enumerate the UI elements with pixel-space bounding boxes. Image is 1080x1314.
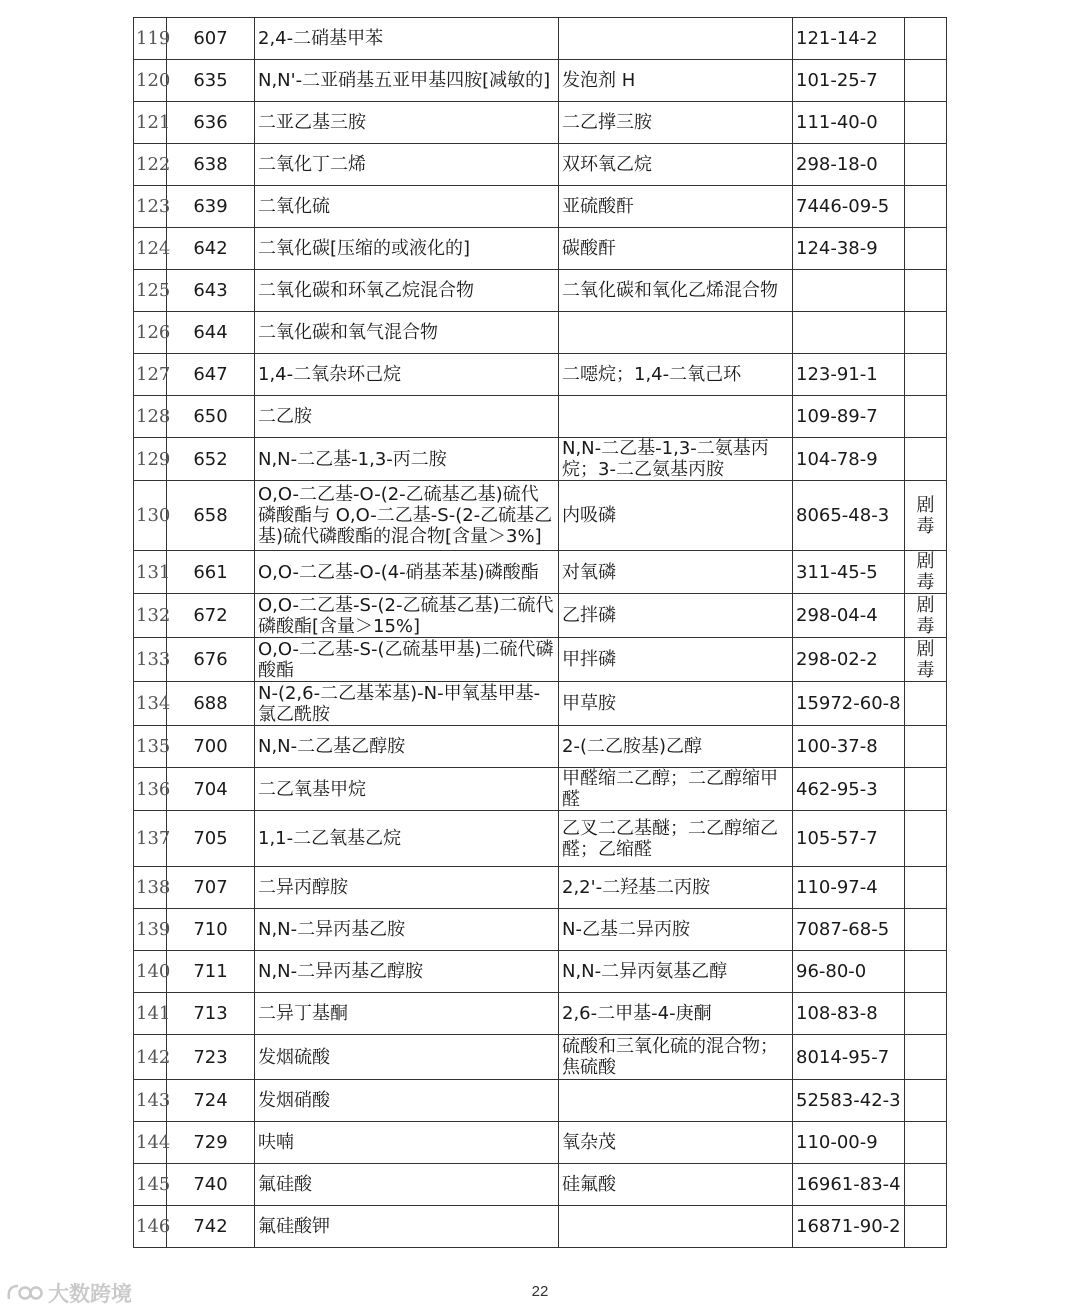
cell-cas: 105-57-7 xyxy=(793,811,905,867)
cell-cas: 121-14-2 xyxy=(793,18,905,60)
cell-cas: 298-04-4 xyxy=(793,594,905,638)
cell-cas: 16871-90-2 xyxy=(793,1206,905,1248)
cell-cas: 7087-68-5 xyxy=(793,909,905,951)
cell-alias xyxy=(559,312,793,354)
cell-cas xyxy=(793,270,905,312)
table-row xyxy=(134,551,947,594)
cell-note xyxy=(905,1164,947,1206)
cell-note xyxy=(905,1080,947,1122)
cell-name: 二亚乙基三胺 xyxy=(255,102,559,144)
table-row xyxy=(134,867,947,909)
table-row xyxy=(134,951,947,993)
table-row xyxy=(134,481,947,551)
cell-id: 643 xyxy=(167,270,255,312)
cell-no: 145 xyxy=(134,1164,167,1206)
cell-note: 剧毒 xyxy=(905,638,947,682)
cell-no: 131 xyxy=(134,551,167,594)
cell-no: 121 xyxy=(134,102,167,144)
cell-id: 607 xyxy=(167,18,255,60)
cell-alias: 二噁烷；1,4-二氧己环 xyxy=(559,354,793,396)
cell-no: 142 xyxy=(134,1035,167,1080)
cell-name: N,N-二乙基-1,3-丙二胺 xyxy=(255,438,559,481)
cell-alias xyxy=(559,1206,793,1248)
cell-name: 二氧化碳和环氧乙烷混合物 xyxy=(255,270,559,312)
table-row xyxy=(134,682,947,726)
cell-id: 650 xyxy=(167,396,255,438)
cell-name: 二氧化硫 xyxy=(255,186,559,228)
cell-note xyxy=(905,60,947,102)
cell-name: 二氧化碳和氧气混合物 xyxy=(255,312,559,354)
cell-id: 724 xyxy=(167,1080,255,1122)
table-row xyxy=(134,594,947,638)
cell-no: 139 xyxy=(134,909,167,951)
cell-cas: 110-97-4 xyxy=(793,867,905,909)
cell-name: 氟硅酸 xyxy=(255,1164,559,1206)
cell-id: 658 xyxy=(167,481,255,551)
cell-no: 124 xyxy=(134,228,167,270)
table-body xyxy=(134,18,947,1248)
table-row xyxy=(134,60,947,102)
cell-note: 剧毒 xyxy=(905,551,947,594)
cell-name: N,N-二异丙基乙胺 xyxy=(255,909,559,951)
cell-note xyxy=(905,228,947,270)
cell-name: 1,4-二氧杂环己烷 xyxy=(255,354,559,396)
cell-name: N,N-二异丙基乙醇胺 xyxy=(255,951,559,993)
cell-note xyxy=(905,811,947,867)
cell-no: 125 xyxy=(134,270,167,312)
cell-note xyxy=(905,768,947,811)
cell-no: 130 xyxy=(134,481,167,551)
cell-note xyxy=(905,909,947,951)
cell-alias: 2,2'-二羟基二丙胺 xyxy=(559,867,793,909)
cell-cas: 8014-95-7 xyxy=(793,1035,905,1080)
cell-id: 644 xyxy=(167,312,255,354)
cell-id: 704 xyxy=(167,768,255,811)
cell-no: 141 xyxy=(134,993,167,1035)
cell-no: 128 xyxy=(134,396,167,438)
cell-cas: 111-40-0 xyxy=(793,102,905,144)
cell-no: 138 xyxy=(134,867,167,909)
cell-no: 144 xyxy=(134,1122,167,1164)
cell-alias: 2,6-二甲基-4-庚酮 xyxy=(559,993,793,1035)
cell-alias: 乙拌磷 xyxy=(559,594,793,638)
cell-id: 647 xyxy=(167,354,255,396)
cell-alias: 硫酸和三氧化硫的混合物；焦硫酸 xyxy=(559,1035,793,1080)
cell-alias: 二氧化碳和氧化乙烯混合物 xyxy=(559,270,793,312)
cell-name: 二乙氧基甲烷 xyxy=(255,768,559,811)
cell-no: 136 xyxy=(134,768,167,811)
table-row xyxy=(134,909,947,951)
cell-no: 123 xyxy=(134,186,167,228)
table-row xyxy=(134,438,947,481)
cell-id: 707 xyxy=(167,867,255,909)
cell-name: 二氧化碳[压缩的或液化的] xyxy=(255,228,559,270)
cell-id: 652 xyxy=(167,438,255,481)
cell-note xyxy=(905,1035,947,1080)
cell-alias: 甲草胺 xyxy=(559,682,793,726)
table-row xyxy=(134,993,947,1035)
cell-cas: 109-89-7 xyxy=(793,396,905,438)
cell-id: 713 xyxy=(167,993,255,1035)
cell-no: 135 xyxy=(134,726,167,768)
cell-alias: 碳酸酐 xyxy=(559,228,793,270)
cell-cas: 298-18-0 xyxy=(793,144,905,186)
cell-no: 140 xyxy=(134,951,167,993)
cell-id: 638 xyxy=(167,144,255,186)
cell-note xyxy=(905,1122,947,1164)
cell-no: 134 xyxy=(134,682,167,726)
cell-note xyxy=(905,186,947,228)
cell-name: 二乙胺 xyxy=(255,396,559,438)
cell-note xyxy=(905,438,947,481)
cell-id: 740 xyxy=(167,1164,255,1206)
cell-no: 126 xyxy=(134,312,167,354)
cell-id: 711 xyxy=(167,951,255,993)
cell-no: 143 xyxy=(134,1080,167,1122)
cell-alias: N,N-二乙基-1,3-二氨基丙烷；3-二乙氨基丙胺 xyxy=(559,438,793,481)
cell-alias: 甲醛缩二乙醇；二乙醇缩甲醛 xyxy=(559,768,793,811)
cell-id: 676 xyxy=(167,638,255,682)
table-row xyxy=(134,768,947,811)
cell-id: 700 xyxy=(167,726,255,768)
cell-id: 635 xyxy=(167,60,255,102)
cell-note xyxy=(905,1206,947,1248)
cell-cas: 101-25-7 xyxy=(793,60,905,102)
cell-note xyxy=(905,18,947,60)
cell-name: O,O-二乙基-O-(2-乙硫基乙基)硫代磷酸酯与 O,O-二乙基-S-(2-乙硫基乙基)硫代磷酸酯的混合物[含量＞3%] xyxy=(255,481,559,551)
table-row xyxy=(134,144,947,186)
cell-cas: 462-95-3 xyxy=(793,768,905,811)
cell-alias: 内吸磷 xyxy=(559,481,793,551)
cell-name: 氟硅酸钾 xyxy=(255,1206,559,1248)
cell-cas: 8065-48-3 xyxy=(793,481,905,551)
table-row xyxy=(134,186,947,228)
cell-name: 二氧化丁二烯 xyxy=(255,144,559,186)
cell-alias xyxy=(559,18,793,60)
cell-no: 133 xyxy=(134,638,167,682)
cell-cas: 15972-60-8 xyxy=(793,682,905,726)
chemical-table xyxy=(133,17,947,1248)
cell-cas: 124-38-9 xyxy=(793,228,905,270)
cell-cas: 110-00-9 xyxy=(793,1122,905,1164)
cell-note xyxy=(905,312,947,354)
cell-alias: 2-(二乙胺基)乙醇 xyxy=(559,726,793,768)
cell-no: 127 xyxy=(134,354,167,396)
cell-cas: 298-02-2 xyxy=(793,638,905,682)
cell-alias: 发泡剂 H xyxy=(559,60,793,102)
cell-id: 661 xyxy=(167,551,255,594)
page-number: 22 xyxy=(531,1283,549,1300)
cell-id: 672 xyxy=(167,594,255,638)
cell-cas: 104-78-9 xyxy=(793,438,905,481)
cell-id: 639 xyxy=(167,186,255,228)
cell-name: N,N-二乙基乙醇胺 xyxy=(255,726,559,768)
cell-name: 发烟硝酸 xyxy=(255,1080,559,1122)
cell-name: N-(2,6-二乙基苯基)-N-甲氧基甲基-氯乙酰胺 xyxy=(255,682,559,726)
cell-name: 二异丙醇胺 xyxy=(255,867,559,909)
table-row xyxy=(134,811,947,867)
table-row xyxy=(134,1035,947,1080)
cell-note: 剧毒 xyxy=(905,481,947,551)
cell-name: O,O-二乙基-O-(4-硝基苯基)磷酸酯 xyxy=(255,551,559,594)
cell-alias: 硅氟酸 xyxy=(559,1164,793,1206)
cell-note xyxy=(905,726,947,768)
cell-no: 137 xyxy=(134,811,167,867)
cell-name: 1,1-二乙氧基乙烷 xyxy=(255,811,559,867)
cell-no: 129 xyxy=(134,438,167,481)
table-row xyxy=(134,1122,947,1164)
table-row xyxy=(134,638,947,682)
cell-name: 二异丁基酮 xyxy=(255,993,559,1035)
cell-id: 688 xyxy=(167,682,255,726)
table-row xyxy=(134,354,947,396)
cell-note xyxy=(905,951,947,993)
cell-alias: 氧杂茂 xyxy=(559,1122,793,1164)
cell-name: O,O-二乙基-S-(2-乙硫基乙基)二硫代磷酸酯[含量＞15%] xyxy=(255,594,559,638)
cell-id: 742 xyxy=(167,1206,255,1248)
cell-note xyxy=(905,144,947,186)
cell-cas: 108-83-8 xyxy=(793,993,905,1035)
table-row xyxy=(134,1080,947,1122)
cell-note: 剧毒 xyxy=(905,594,947,638)
table-row xyxy=(134,270,947,312)
cell-note xyxy=(905,396,947,438)
table-row xyxy=(134,396,947,438)
cell-alias: 亚硫酸酐 xyxy=(559,186,793,228)
table-row xyxy=(134,726,947,768)
watermark-text: 大数跨境 xyxy=(48,1282,132,1306)
cell-cas: 123-91-1 xyxy=(793,354,905,396)
cell-alias: 二乙撑三胺 xyxy=(559,102,793,144)
cell-no: 122 xyxy=(134,144,167,186)
cell-cas: 52583-42-3 xyxy=(793,1080,905,1122)
cell-cas xyxy=(793,312,905,354)
cell-note xyxy=(905,102,947,144)
cell-no: 132 xyxy=(134,594,167,638)
cell-name: N,N'-二亚硝基五亚甲基四胺[减敏的] xyxy=(255,60,559,102)
cell-cas: 7446-09-5 xyxy=(793,186,905,228)
cell-alias: 双环氧乙烷 xyxy=(559,144,793,186)
table-row xyxy=(134,102,947,144)
cell-alias xyxy=(559,1080,793,1122)
cell-alias: 对氧磷 xyxy=(559,551,793,594)
cell-no: 119 xyxy=(134,18,167,60)
cell-note xyxy=(905,270,947,312)
table-row xyxy=(134,312,947,354)
cell-id: 710 xyxy=(167,909,255,951)
cell-id: 705 xyxy=(167,811,255,867)
cell-id: 729 xyxy=(167,1122,255,1164)
cell-no: 120 xyxy=(134,60,167,102)
cell-alias: N-乙基二异丙胺 xyxy=(559,909,793,951)
table-row xyxy=(134,18,947,60)
cell-no: 146 xyxy=(134,1206,167,1248)
cell-note xyxy=(905,354,947,396)
cell-id: 636 xyxy=(167,102,255,144)
cell-cas: 96-80-0 xyxy=(793,951,905,993)
cell-id: 642 xyxy=(167,228,255,270)
cell-alias xyxy=(559,396,793,438)
cell-cas: 100-37-8 xyxy=(793,726,905,768)
cell-alias: N,N-二异丙氨基乙醇 xyxy=(559,951,793,993)
cell-alias: 甲拌磷 xyxy=(559,638,793,682)
cell-note xyxy=(905,867,947,909)
cell-name: 发烟硫酸 xyxy=(255,1035,559,1080)
cell-note xyxy=(905,682,947,726)
table-row xyxy=(134,1164,947,1206)
cell-cas: 311-45-5 xyxy=(793,551,905,594)
cell-id: 723 xyxy=(167,1035,255,1080)
cell-name: 呋喃 xyxy=(255,1122,559,1164)
cell-alias: 乙叉二乙基醚；二乙醇缩乙醛；乙缩醛 xyxy=(559,811,793,867)
table-row xyxy=(134,228,947,270)
cell-note xyxy=(905,993,947,1035)
cell-name: 2,4-二硝基甲苯 xyxy=(255,18,559,60)
cell-name: O,O-二乙基-S-(乙硫基甲基)二硫代磷酸酯 xyxy=(255,638,559,682)
table-row xyxy=(134,1206,947,1248)
cell-cas: 16961-83-4 xyxy=(793,1164,905,1206)
